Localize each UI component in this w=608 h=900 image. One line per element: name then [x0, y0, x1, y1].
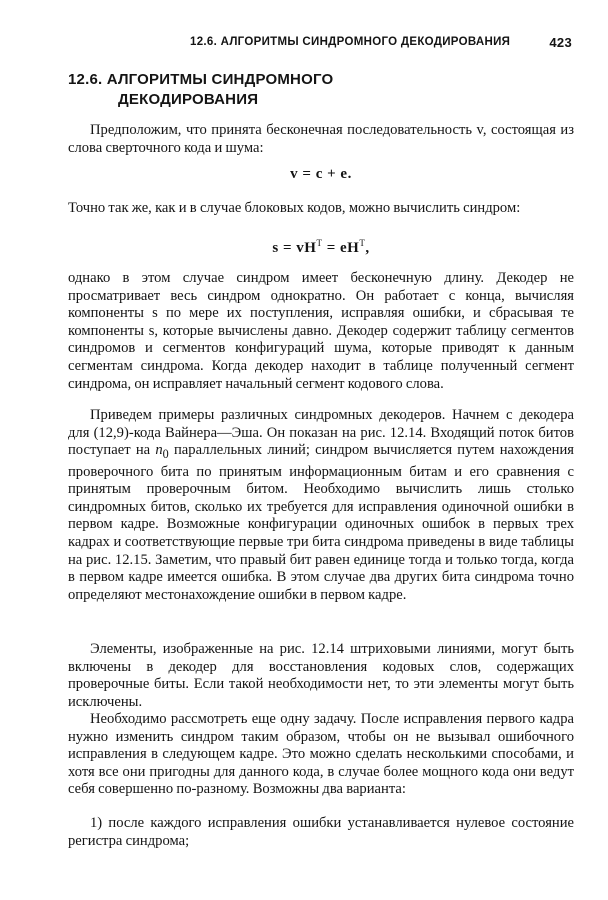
paragraph-decoder-description-text: однако в этом случае синдром имеет бесконечную длину. Декодер не просматривает весь синдром однократно. Он работает с конца, вычисляя компоненты s по мере их поступления, исправляя ошибки, и сбрасывая те компоненты s, которые вычислены давно. Декодер содержит таблицу сегментов синдромов и сегментов конфигураций шума, которые приводят к данным сегментам синдрома. Когда декодер находит в таблице полученный сегмент синдрома, он исправляет начальный сегмент кодового слова. [68, 270, 574, 392]
formula-syndrome-lhs: s = vH [272, 240, 317, 256]
paragraph-syndrome-text: Точно так же, как и в случае блоковых кодов, можно вычислить синдром: [68, 200, 521, 216]
paragraph-examples-text-b: параллельных линий; синдром вычисляется путем нахождения проверочного бита по принятым информационным битам и его сравнения с принятым проверочным битом. Необходимо вычислить лишь столько синдромных битов, сколько их требуется для исправления одиночной ошибки в первом кадре. Возможные конфигурации одиночных ошибок в первых трех кадрах и соответствующие первые три бита синдрома приведены в виде таблицы на рис. 12.15. Заметим, что правый бит равен единице тогда и только тогда, когда в первом кадре имеется ошибка. В этом случае два других бита синдрома точно определяют местонахождение ошибки в первом кадре. [68, 442, 575, 603]
formula-syndrome [68, 238, 574, 257]
paragraph-intro [68, 122, 574, 157]
section-title-line2: ДЕКОДИРОВАНИЯ [118, 91, 259, 108]
formula-syndrome-end: , [365, 240, 370, 256]
page-number: 423 [549, 35, 572, 50]
variable-n: n [155, 442, 163, 459]
section-title-line1: 12.6. АЛГОРИТМЫ СИНДРОМНОГО [68, 71, 334, 88]
formula-syndrome-sup1: T [316, 238, 323, 248]
paragraph-next-task-text: Необходимо рассмотреть еще одну задачу. После исправления первого кадра нужно изменить синдром таким образом, чтобы он не вызывал ошибочного исправления в следующем кадре. Это можно сделать несколькими способами, и хотя все они пригодны для данного кода, в случае более мощного кода они ведут себя совершенно по-разному. Возможны два варианта: [68, 711, 574, 798]
paragraph-variant-1-text: 1) после каждого исправления ошибки устанавливается нулевое состояние регистра синдрома; [68, 815, 574, 849]
formula-syndrome-mid: = eH [322, 240, 360, 256]
paragraph-intro-text: Предположим, что принята бесконечная последовательность v, состоящая из слова сверточного кода и шума: [68, 122, 574, 156]
running-head [190, 36, 572, 48]
paragraph-examples-text-a: Приведем примеры различных синдромных декодеров. Начнем с декодера для (12,9)-кода Вайнера—Эша. Он показан на рис. 12.14. Входящий поток битов поступает на [68, 407, 574, 459]
paragraph-next-task [68, 711, 574, 799]
section-title [68, 70, 333, 110]
paragraph-variant-1 [68, 815, 574, 850]
paragraph-syndrome [68, 200, 574, 218]
running-title: 12.6. АЛГОРИТМЫ СИНДРОМНОГО ДЕКОДИРОВАНИЯ [190, 36, 511, 48]
variable-n-subscript: 0 [162, 447, 169, 462]
paragraph-dashed-elements-text: Элементы, изображенные на рис. 12.14 штриховыми линиями, могут быть включены в декодер для восстановления кодовых слов, содержащих проверочные биты. Если такой необходимости нет, то эти элементы могут быть исключены. [68, 641, 574, 710]
formula-syndrome-sup2: T [359, 238, 366, 248]
paragraph-decoder-description [68, 270, 574, 393]
paragraph-dashed-elements [68, 641, 574, 711]
formula-received-sequence: v = c + e. [290, 166, 352, 182]
paragraph-examples [68, 407, 574, 604]
